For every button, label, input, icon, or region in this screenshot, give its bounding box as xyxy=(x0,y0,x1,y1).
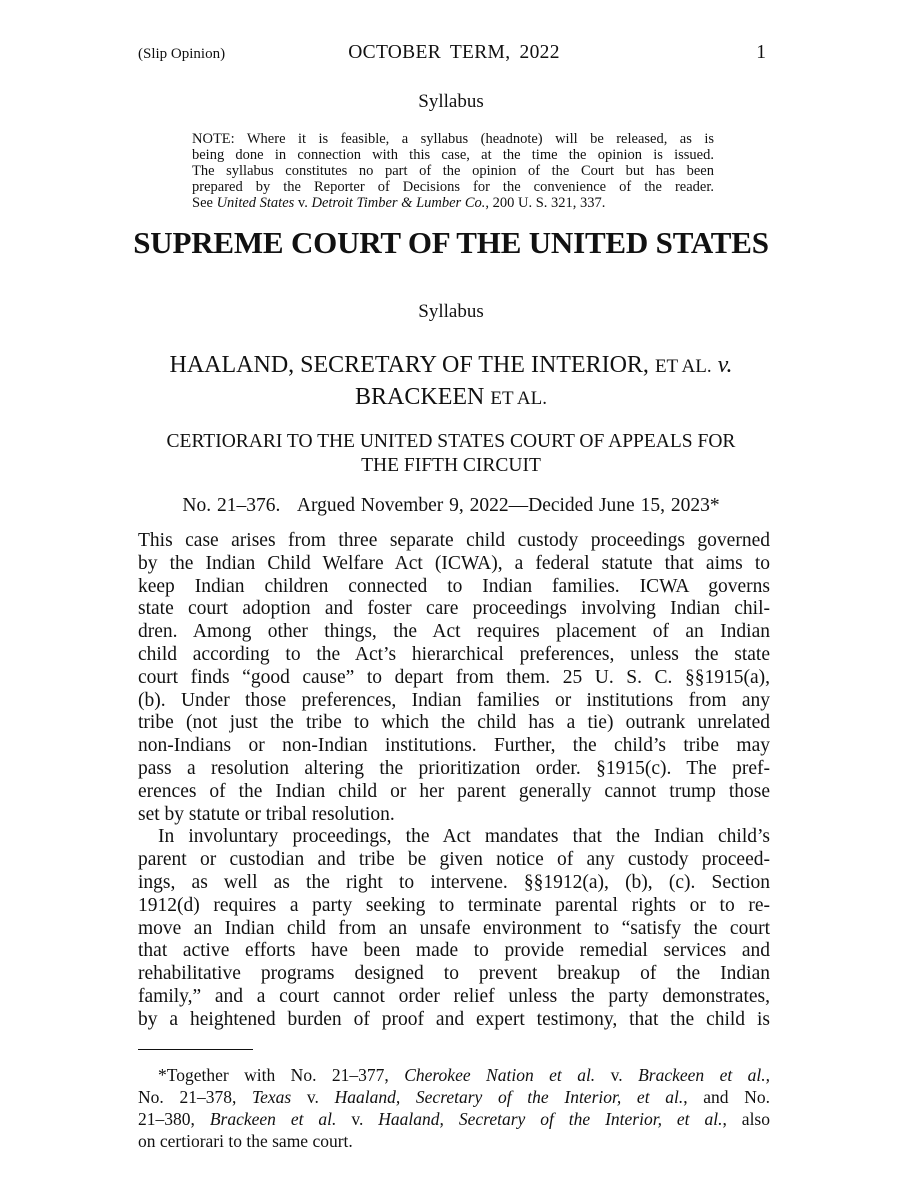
certiorari-heading: CERTIORARI TO THE UNITED STATES COURT OF APPEALS FOR THE FIFTH CIRCUIT xyxy=(166,431,736,476)
syllabus-note xyxy=(192,131,714,211)
body-line: tribe (not just the tribe to which the child has a tie) outrank unrelated xyxy=(138,712,770,734)
docket-line: No. 21–376. Argued November 9, 2022—Decided June 15, 2023* xyxy=(182,495,720,516)
body-line: court finds “good cause” to depart from them. 25 U. S. C. §§1915(a), xyxy=(138,666,770,688)
footnote xyxy=(138,1064,770,1152)
body-line: This case arises from three separate child custody proceedings governed xyxy=(138,530,770,551)
body-line: state court adoption and foster care proceedings involving Indian chil- xyxy=(138,598,770,620)
footnote-line: on certiorari to the same court. xyxy=(138,1131,353,1151)
syllabus-label-top: Syllabus xyxy=(418,91,484,112)
syllabus-label: Syllabus xyxy=(418,301,484,322)
syllabus-body xyxy=(138,530,770,1032)
court-title: SUPREME COURT OF THE UNITED STATES xyxy=(133,225,769,260)
body-line: set by statute or tribal resolution. xyxy=(138,803,395,825)
body-line: by a heightened burden of proof and expert testimony, that the child is xyxy=(138,1008,770,1030)
footnote-divider xyxy=(138,1049,253,1050)
footnote-line: 21–380, Brackeen et al. v. Haaland, Secretary of the Interior, et al., also xyxy=(138,1109,770,1129)
note-line: being done in connection with this case, at the time the opinion is issued. xyxy=(192,147,714,163)
case-name-line-2: BRACKEEN ET AL. xyxy=(355,384,547,410)
body-line: 1912(d) requires a party seeking to terminate parental rights or to re- xyxy=(138,894,770,916)
note-line: prepared by the Reporter of Decisions for the convenience of the reader. xyxy=(192,179,714,195)
body-line: ings, as well as the right to intervene. §§1912(a), (b), (c). Section xyxy=(138,871,770,893)
paragraph-1 xyxy=(138,530,770,826)
running-head xyxy=(138,40,770,70)
body-line: that active efforts have been made to provide remedial services and xyxy=(138,940,770,962)
body-line: by the Indian Child Welfare Act (ICWA), a federal statute that aims to xyxy=(138,552,770,574)
body-line: In involuntary proceedings, the Act mandates that the Indian child’s xyxy=(158,826,770,848)
body-line: family,” and a court cannot order relief unless the party demonstrates, xyxy=(138,985,770,1007)
body-line: parent or custodian and tribe be given notice of any custody proceed- xyxy=(138,849,770,871)
body-line: pass a resolution altering the prioritization order. §1915(c). The pref- xyxy=(138,757,770,779)
body-line: rehabilitative programs designed to prevent breakup of the Indian xyxy=(138,963,770,985)
body-line: child according to the Act’s hierarchical preferences, unless the state xyxy=(138,643,770,665)
body-line: keep Indian children connected to Indian families. ICWA governs xyxy=(138,575,770,597)
paragraph-2 xyxy=(138,826,770,1031)
note-line: NOTE: Where it is feasible, a syllabus (headnote) will be released, as is xyxy=(192,131,714,147)
footnote-line: *Together with No. 21–377, Cherokee Nation et al. v. Brackeen et al., xyxy=(158,1065,770,1085)
body-line: dren. Among other things, the Act requires placement of an Indian xyxy=(138,621,770,643)
body-line: non-Indians or non-Indian institutions. Further, the child’s tribe may xyxy=(138,735,770,757)
note-line: The syllabus constitutes no part of the opinion of the Court but has been xyxy=(192,163,714,179)
page-number: 1 xyxy=(756,42,766,63)
body-line: move an Indian child from an unsafe environment to “satisfy the court xyxy=(138,917,770,939)
slip-opinion-label: (Slip Opinion) xyxy=(138,46,226,62)
term-heading: OCTOBER TERM, 2022 xyxy=(348,42,560,63)
case-name xyxy=(0,350,902,414)
note-citation: See United States v. Detroit Timber & Lumber Co., 200 U. S. 321, 337. xyxy=(192,195,606,211)
footnote-line: No. 21–378, Texas v. Haaland, Secretary of the Interior, et al., and No. xyxy=(138,1087,771,1107)
body-line: erences of the Indian child or her parent generally cannot trump those xyxy=(138,780,770,802)
case-name-line-1: HAALAND, SECRETARY OF THE INTERIOR, ET AL. v. xyxy=(169,352,733,378)
body-line: (b). Under those preferences, Indian families or institutions from any xyxy=(138,689,770,711)
